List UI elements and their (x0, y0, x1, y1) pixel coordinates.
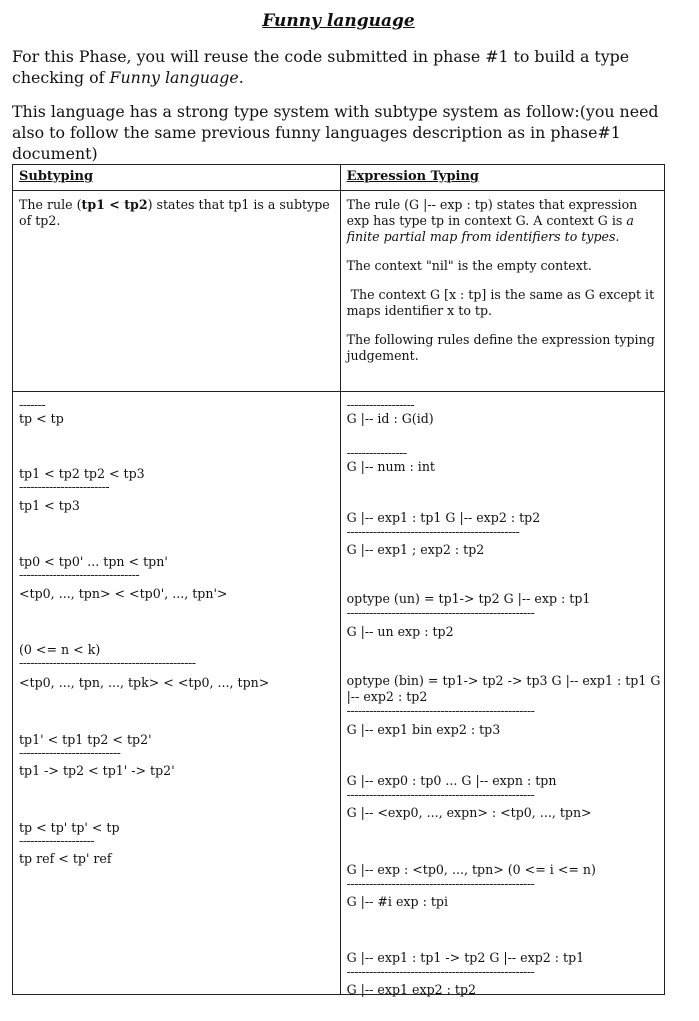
typing-rule-line: -------------------------------------------------- (346, 876, 535, 891)
typing-rule-line: |-- exp2 : tp2 (346, 689, 428, 704)
typing-rule-line: G |-- num : int (346, 459, 435, 474)
typing-rule-line: G |-- exp : <tp0, ..., tpn> (0 <= i <= n) (346, 862, 596, 877)
subtyping-rule-line: tp1 < tp3 (19, 498, 80, 513)
expression-typing-header: Expression Typing (346, 169, 480, 184)
subtyping-header-cell (13, 165, 341, 191)
subtyping-rule-line: <tp0, ..., tpn, ..., tpk> < <tp0, ..., tpn> (19, 675, 270, 690)
typing-rule-line: G |-- exp0 : tp0 ... G |-- expn : tpn (346, 773, 557, 788)
subtyping-rule-line: tp < tp (19, 411, 64, 426)
subtyping-rule-line: tp0 < tp0' ... tpn < tpn' (19, 554, 168, 569)
subtyping-rule-line: (0 <= n < k) (19, 642, 101, 657)
table-rules-row (13, 392, 665, 995)
expression-intro-p2: The context "nil" is the empty context. (346, 258, 592, 273)
page-title: Funny language (262, 11, 415, 31)
typing-rule-line: ---------------------------------------------- (346, 524, 520, 539)
subtyping-rule-line: tp ref < tp' ref (19, 851, 112, 866)
typing-rule-line: -------------------------------------------------- (346, 964, 535, 979)
typing-rule-line: -------------------------------------------------- (346, 605, 535, 620)
expression-intro-p1: The rule (G |-- exp : tp) states that expression exp has type tp in context G. A context G is a finite partial map from identifiers to types. (346, 197, 638, 244)
subtyping-rules-cell (13, 392, 341, 995)
expression-intro-cell (340, 191, 664, 392)
typing-rule-line: G |-- id : G(id) (346, 411, 434, 426)
subtyping-rule-line: tp1 < tp2 tp2 < tp3 (19, 466, 145, 481)
typing-rule-line: G |-- exp1 bin exp2 : tp3 (346, 722, 501, 737)
typing-rule-line: G |-- exp1 : tp1 G |-- exp2 : tp2 (346, 510, 541, 525)
typing-rule-line: -------------------------------------------------- (346, 787, 535, 802)
typing-rule-line: G |-- <exp0, ..., expn> : <tp0, ..., tpn> (346, 805, 592, 820)
intro-paragraph (12, 46, 672, 88)
intro-end: . (238, 68, 244, 87)
subtyping-rule-line: --------------------------- (19, 745, 121, 760)
rules-table (12, 164, 665, 995)
subtyping-rule-line: tp1 -> tp2 < tp1' -> tp2' (19, 763, 175, 778)
typing-rule-line: optype (un) = tp1-> tp2 G |-- exp : tp1 (346, 591, 591, 606)
typing-rule-line: G |-- exp1 exp2 : tp2 (346, 982, 477, 997)
subtyping-rule-line: ------- (19, 397, 46, 412)
subtyping-rule-line: ----------------------------------------------- (19, 655, 196, 670)
expression-intro-p4: The following rules define the expression typing judgement. (346, 332, 655, 363)
typing-rule-line: ---------------- (346, 445, 407, 460)
subtyping-rule-line: -------------------- (19, 833, 95, 848)
subtyping-rule-line: <tp0, ..., tpn> < <tp0', ..., tpn'> (19, 586, 228, 601)
expression-intro-p3: The context G [x : tp] is the same as G except it maps identifier x to tp. (346, 287, 659, 318)
subtyping-rule-bold: tp1 < tp2 (81, 197, 148, 212)
expression-typing-header-cell (340, 165, 664, 191)
table-header-row (13, 165, 665, 191)
typing-rule-line: G |-- exp1 ; exp2 : tp2 (346, 542, 485, 557)
typing-rule-line: -------------------------------------------------- (346, 703, 535, 718)
typing-rule-line: G |-- exp1 : tp1 -> tp2 G |-- exp2 : tp1 (346, 950, 585, 965)
typing-rule-line: G |-- #i exp : tpi (346, 894, 448, 909)
subtyping-intro: The rule (tp1 < tp2) states that tp1 is a subtype of tp2. (19, 197, 330, 228)
description-paragraph: This language has a strong type system with subtype system as follow:(you need also to follow the same previous funny languages description as in phase#1 document) (12, 102, 659, 163)
subtyping-header: Subtyping (19, 169, 94, 184)
intro-text: For this Phase, you will reuse the code submitted in phase #1 to build a type checking of (12, 47, 630, 87)
subtyping-rule-line: ------------------------ (19, 479, 110, 494)
typing-rule-line: ------------------ (346, 397, 415, 412)
typing-rules-cell (340, 392, 664, 995)
intro-italic-text: Funny language (109, 68, 239, 87)
typing-rule-line: G |-- un exp : tp2 (346, 624, 454, 639)
subtyping-rule-line: tp < tp' tp' < tp (19, 820, 120, 835)
table-description-row (13, 191, 665, 392)
subtyping-rule-line: tp1' < tp1 tp2 < tp2' (19, 732, 152, 747)
typing-rule-line: optype (bin) = tp1-> tp2 -> tp3 G |-- exp1 : tp1 G (346, 673, 661, 688)
subtyping-intro-cell (13, 191, 341, 392)
subtyping-rule-line: -------------------------------- (19, 567, 140, 582)
